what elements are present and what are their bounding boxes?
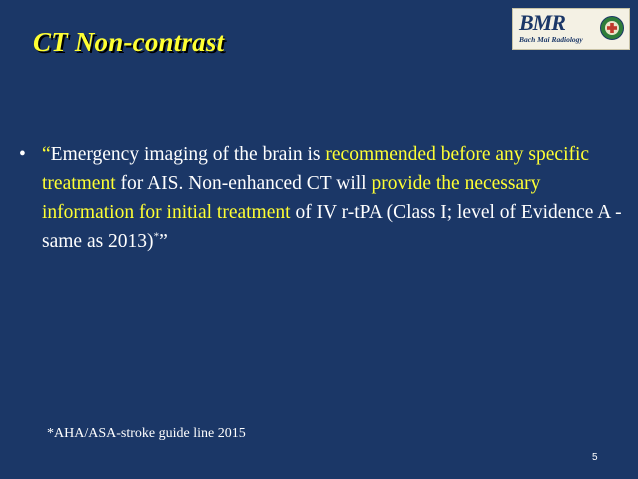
bullet-text bbox=[42, 140, 624, 256]
bullet-segment-3: for AIS. Non-enhanced CT will bbox=[115, 173, 372, 194]
footnote-marker: * bbox=[153, 230, 160, 243]
bmr-logo bbox=[512, 8, 630, 50]
bullet-marker: • bbox=[19, 144, 26, 165]
open-quote: “ bbox=[42, 144, 51, 165]
bullet-segment-1: Emergency imaging of the brain is bbox=[50, 144, 326, 165]
highlight-recommended: recommended before any specific treatment bbox=[42, 144, 590, 194]
slide-title: CT Non-contrast bbox=[33, 27, 225, 57]
highlight-necessary-info: provide the necessary information for initial treatment bbox=[42, 173, 541, 223]
close-quote: ” bbox=[159, 231, 168, 252]
logo-subtitle: Bach Mai Radiology bbox=[519, 35, 583, 44]
hospital-emblem-icon bbox=[599, 15, 625, 41]
page-number: 5 bbox=[592, 452, 598, 463]
bullet-segment-5: of IV r-tPA (Class I; level of Evidence A - same as 2013) bbox=[42, 202, 622, 252]
bullet-point bbox=[19, 140, 624, 256]
logo-letters: BMR bbox=[519, 10, 565, 35]
footnote: *AHA/ASA-stroke guide line 2015 bbox=[47, 426, 246, 441]
